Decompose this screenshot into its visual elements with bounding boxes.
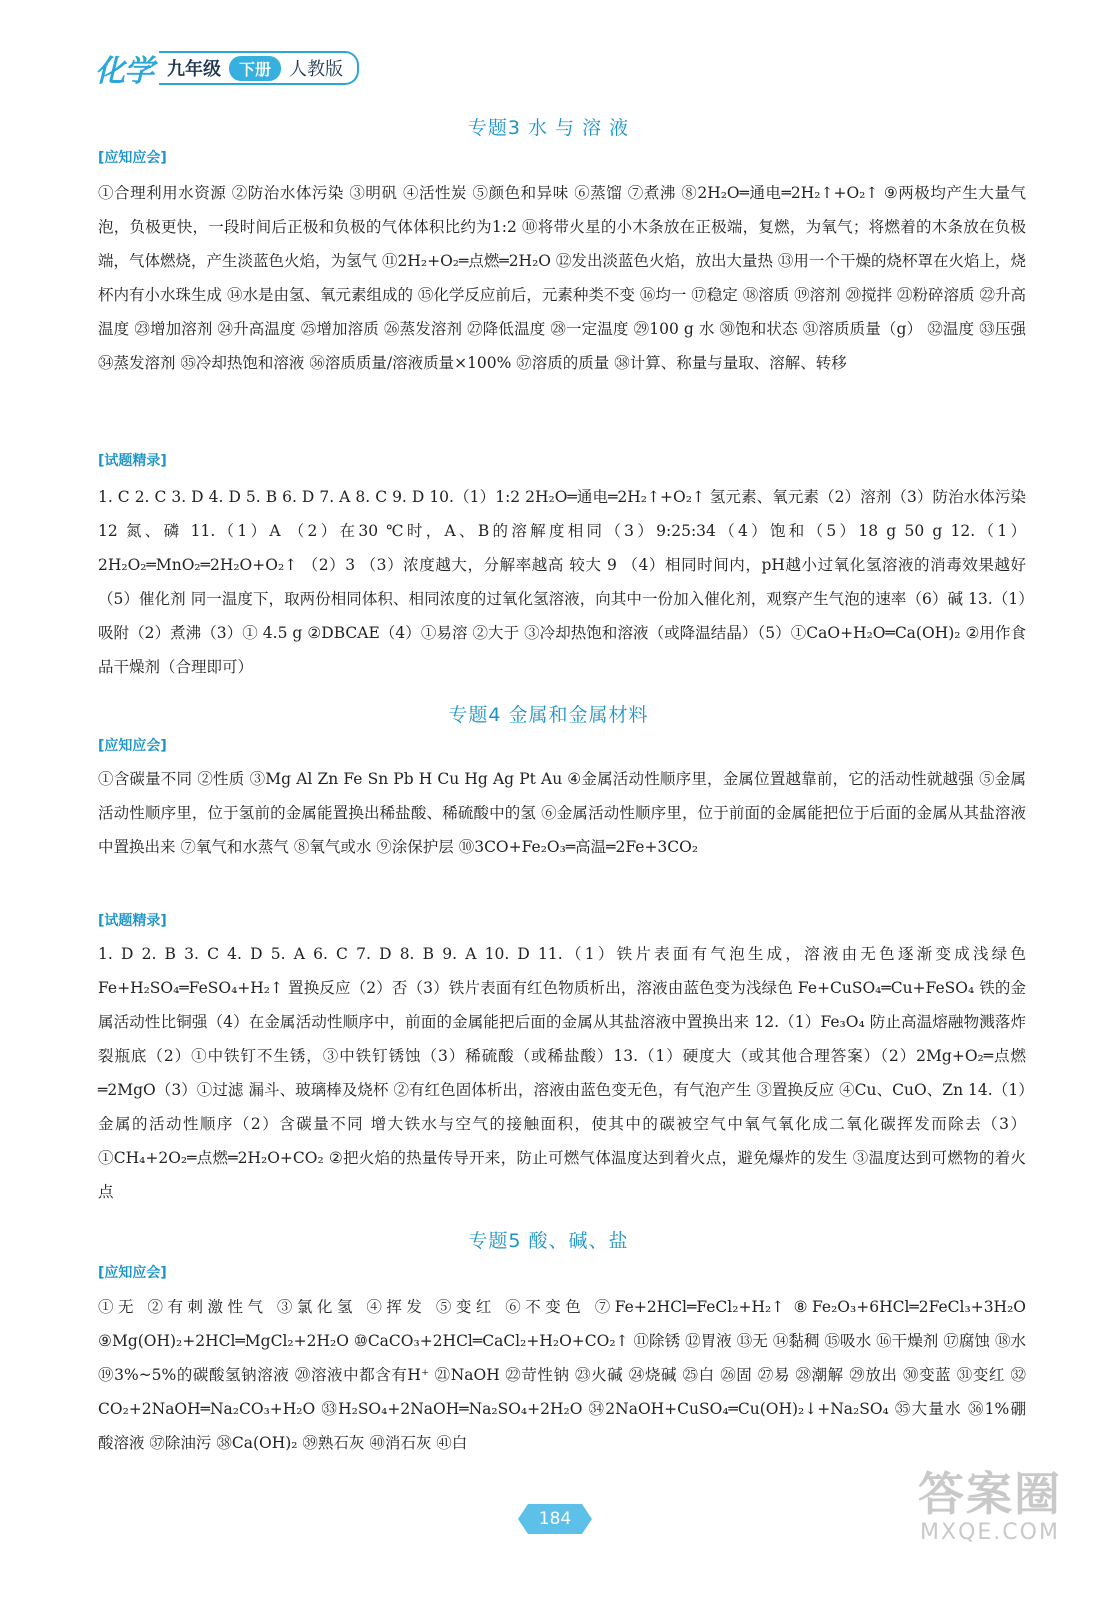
volume-badge: 下册: [229, 56, 281, 81]
section-4-label-exercises: [试题精录]: [98, 913, 167, 929]
page-number: 184: [538, 1509, 572, 1529]
page-number-badge: [516, 1502, 594, 1536]
section-5-basics-text: ①无 ②有刺激性气 ③氯化氢 ④挥发 ⑤变红 ⑥不变色 ⑦Fe+2HCl═FeCl₂+H₂↑ ⑧Fe₂O₃+6HCl═2FeCl₃+3H₂O ⑨Mg(OH)₂+2HCl═MgCl₂+2H₂O ⑩CaCO₃+2HCl═CaCl₂+H₂O+CO₂↑ ⑪除锈 ⑫胃液 ⑬无 ⑭黏稠 ⑮吸水 ⑯干燥剂 ⑰腐蚀 ⑱水 ⑲3%~5%的碳酸氢钠溶液 ⑳溶液中都含有H⁺ ㉑NaOH ㉒苛性钠 ㉓火碱 ㉔烧碱 ㉕白 ㉖固 ㉗易 ㉘潮解 ㉙放出 ㉚变蓝 ㉛变红 ㉜CO₂+2NaOH═Na₂CO₃+H₂O ㉝H₂SO₄+2NaOH═Na₂SO₄+2H₂O ㉞2NaOH+CuSO₄═Cu(OH)₂↓+Na₂SO₄ ㉟大量水 ㊱1%硼酸溶液 ㊲除油污 ㊳Ca(OH)₂ ㊴熟石灰 ㊵消石灰 ㊶白: [98, 1298, 1026, 1452]
section-4-title: 专题4 金属和金属材料: [448, 704, 649, 726]
section-3-label-basics: [应知应会]: [98, 150, 167, 166]
section-4-label-basics: [应知应会]: [98, 738, 167, 754]
section-5-label-basics: [应知应会]: [98, 1265, 167, 1281]
section-3-title: 专题3 水 与 溶 液: [467, 117, 630, 139]
edition-label: 人教版: [289, 59, 344, 80]
section-4-basics-text: ①含碳量不同 ②性质 ③Mg Al Zn Fe Sn Pb H Cu Hg Ag Pt Au ④金属活动性顺序里，金属位置越靠前，它的活动性就越强 ⑤金属活动性顺序里，位于氢前的金属能置换出稀盐酸、稀硫酸中的氢 ⑥金属活动性顺序里，位于前面的金属能把位于后面的金属从其盐溶液中置换出来 ⑦氧气和水蒸气 ⑧氧气或水 ⑨涂保护层 ⑩3CO+Fe₂O₃═高温═2Fe+3CO₂: [98, 770, 1026, 856]
watermark-line2: MXQE.COM: [920, 1520, 1060, 1545]
section-3-basics-text: ①合理利用水资源 ②防治水体污染 ③明矾 ④活性炭 ⑤颜色和异味 ⑥蒸馏 ⑦煮沸 ⑧2H₂O═通电═2H₂↑+O₂↑ ⑨两极均产生大量气泡，负极更快，一段时间后正极和负极的气体体积比约为1:2 ⑩将带火星的小木条放在正极端，复燃，为氧气；将燃着的木条放在负极端，气体燃烧，产生淡蓝色火焰，为氢气 ⑪2H₂+O₂═点燃═2H₂O ⑫发出淡蓝色火焰，放出大量热 ⑬用一个干燥的烧杯罩在火焰上，烧杯内有小水珠生成 ⑭水是由氢、氧元素组成的 ⑮化学反应前后，元素种类不变 ⑯均一 ⑰稳定 ⑱溶质 ⑲溶剂 ⑳搅拌 ㉑粉碎溶质 ㉒升高温度 ㉓增加溶剂 ㉔升高温度 ㉕增加溶质 ㉖蒸发溶剂 ㉗降低温度 ㉘一定温度 ㉙100 g 水 ㉚饱和状态 ㉛溶质质量（g） ㉜温度 ㉝压强 ㉞蒸发溶剂 ㉟冷却热饱和溶液 ㊱溶质质量/溶液质量×100% ㊲溶质的质量 ㊳计算、称量与量取、溶解、转移: [98, 184, 1026, 372]
book-header: [95, 48, 359, 88]
watermark: [900, 1468, 1080, 1546]
section-3-exercises-text: 1. C 2. C 3. D 4. D 5. B 6. D 7. A 8. C 9. D 10.（1）1:2 2H₂O═通电═2H₂↑+O₂↑ 氢元素、氧元素（2）溶剂（3）防治水体污染 12 氮、磷 11.（1）A （2）在30 ℃时，A、B的溶解度相同（3）9:25:34（4）饱和（5）18 g 50 g 12.（1）2H₂O₂═MnO₂═2H₂O+O₂↑ （2）3 （3）浓度越大，分解率越高 较大 9 （4）相同时间内，pH越小过氧化氢溶液的消毒效果越好（5）催化剂 同一温度下，取两份相同体积、相同浓度的过氧化氢溶液，向其中一份加入催化剂，观察产生气泡的速率（6）碱 13.（1）吸附（2）煮沸（3）① 4.5 g ②DBCAE（4）①易溶 ②大于 ③冷却热饱和溶液（或降温结晶）（5）①CaO+H₂O═Ca(OH)₂ ②用作食品干燥剂（合理即可）: [98, 488, 1026, 676]
grade-label: 九年级: [167, 59, 221, 80]
header-ribbon: [159, 51, 359, 85]
section-3-label-exercises: [试题精录]: [98, 453, 167, 469]
section-4-exercises-text: 1. D 2. B 3. C 4. D 5. A 6. C 7. D 8. B 9. A 10. D 11.（1）铁片表面有气泡生成，溶液由无色逐渐变成浅绿色 Fe+H₂SO₄═FeSO₄+H₂↑ 置换反应（2）否（3）铁片表面有红色物质析出，溶液由蓝色变为浅绿色 Fe+CuSO₄═Cu+FeSO₄ 铁的金属活动性比铜强（4）在金属活动性顺序中，前面的金属能把后面的金属从其盐溶液中置换出来 12.（1）Fe₃O₄ 防止高温熔融物溅落炸裂瓶底（2）①中铁钉不生锈，③中铁钉锈蚀（3）稀硫酸（或稀盐酸）13.（1）硬度大（或其他合理答案）（2）2Mg+O₂═点燃═2MgO（3）①过滤 漏斗、玻璃棒及烧杯 ②有红色固体析出，溶液由蓝色变无色，有气泡产生 ③置换反应 ④Cu、CuO、Zn 14.（1）金属的活动性顺序（2）含碳量不同 增大铁水与空气的接触面积，使其中的碳被空气中氧气氧化成二氧化碳挥发而除去（3）①CH₄+2O₂═点燃═2H₂O+CO₂ ②把火焰的热量传导开来，防止可燃气体温度达到着火点，避免爆炸的发生 ③温度达到可燃物的着火点: [98, 945, 1026, 1201]
section-5-title: 专题5 酸、碱、盐: [468, 1230, 629, 1252]
subject-logo: 化学: [95, 54, 153, 89]
watermark-line1: 答案圈: [918, 1467, 1062, 1521]
